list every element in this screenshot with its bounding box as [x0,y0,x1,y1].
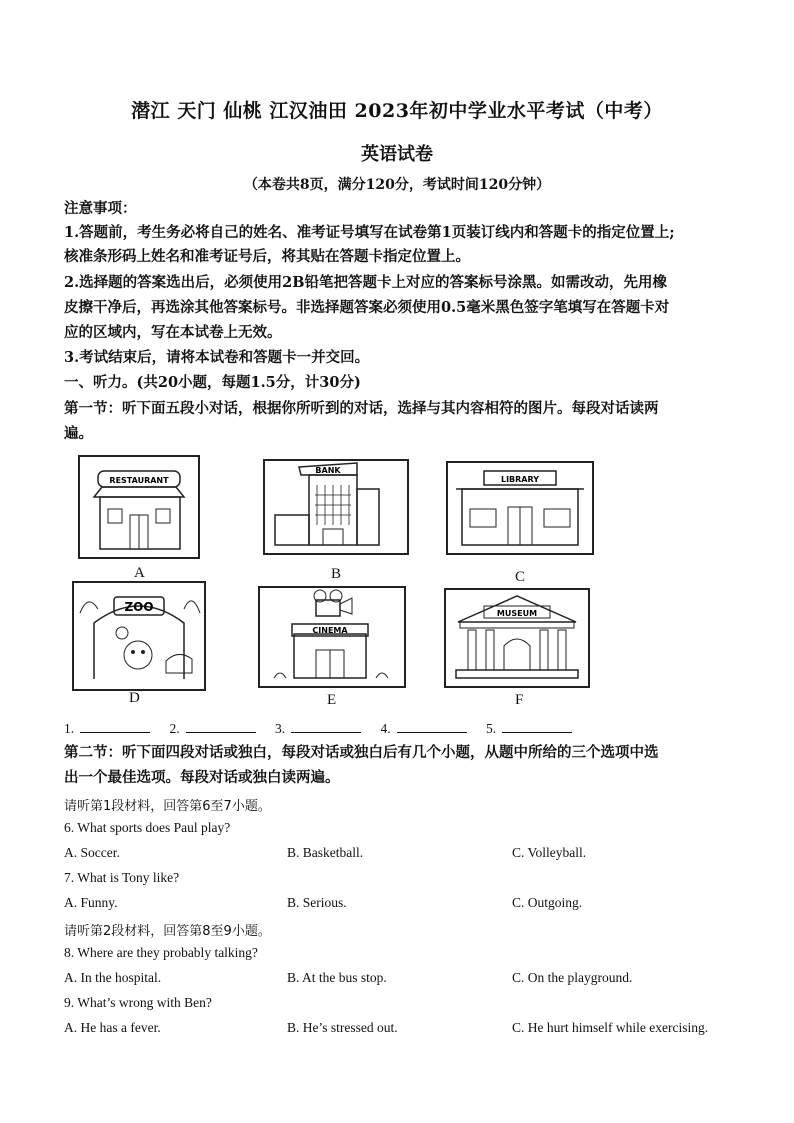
picture-c-library [446,461,594,555]
notice-item1-line2: 核准条形码上姓名和准考证号后，将其贴在答题卡指定位置上。 [64,248,470,265]
blank-4-number: 4. [380,721,391,736]
picture-a-sign: RESTAURANT [109,476,169,485]
question-8-option-a[interactable]: A. In the hospital. [64,970,162,985]
picture-d-sign: ZOO [124,600,154,614]
picture-a-restaurant [78,455,200,559]
picture-c-sign: LIBRARY [500,475,540,484]
question-6-option-c[interactable]: C. Volleyball. [512,845,587,860]
section1-heading: 一、听力。(共20小题，每题1.5分，计30分) [64,374,361,391]
picture-a-label: A [134,565,145,581]
picture-b-label: B [331,566,342,582]
answer-blanks [64,718,588,737]
picture-e-sign: CINEMA [312,626,348,635]
material-2-instruction: 请听第2段材料，回答第8至9小题。 [64,924,271,939]
question-8-option-c[interactable]: C. On the playground. [512,970,633,985]
question-9-option-c[interactable]: C. He hurt himself while exercising. [512,1020,709,1035]
part1-instruction-line2: 遍。 [64,425,93,442]
picture-b-sign: BANK [315,466,341,475]
question-9-option-a[interactable]: A. He has a fever. [64,1020,161,1035]
picture-f-sign: MUSEUM [496,609,538,618]
blank-1-number: 1. [64,721,75,736]
material-1-instruction: 请听第1段材料，回答第6至7小题。 [64,799,271,814]
picture-f-label: F [515,692,524,708]
question-9-option-b[interactable]: B. He’s stressed out. [287,1020,398,1035]
part1-instruction-line1: 第一节：听下面五段小对话，根据你所听到的对话，选择与其内容相符的图片。每段对话读两 [64,400,659,417]
blank-2[interactable] [186,718,256,733]
exam-subject: 英语试卷 [361,144,433,165]
notice-heading: 注意事项： [64,200,137,217]
blank-5-number: 5. [486,721,497,736]
notice-item2-line3: 应的区域内，写在本试卷上无效。 [64,324,282,341]
picture-d-zoo [72,581,206,691]
exam-title: 潜江 天门 仙桃 江汉油田 2023年初中学业水平考试（中考） [131,100,663,122]
blank-3-number: 3. [275,721,286,736]
question-8-option-b[interactable]: B. At the bus stop. [287,970,387,985]
picture-b-bank [263,459,409,555]
picture-f-museum [444,588,590,688]
question-6: 6. What sports does Paul play? [64,820,231,835]
blank-3[interactable] [291,718,361,733]
notice-item2-line1: 2.选择题的答案选出后，必须使用2B铅笔把答题卡上对应的答案标号涂黑。如需改动，先用橡 [64,274,667,291]
question-7-option-a[interactable]: A. Funny. [64,895,118,910]
part2-instruction-line1: 第二节：听下面四段对话或独白，每段对话或独白后有几个小题，从题中所给的三个选项中选 [64,744,659,761]
blank-5[interactable] [502,718,572,733]
picture-c-label: C [515,569,526,585]
question-6-option-b[interactable]: B. Basketball. [287,845,364,860]
question-7: 7. What is Tony like? [64,870,180,885]
blank-4[interactable] [397,718,467,733]
picture-d-label: D [129,690,140,706]
notice-item2-line2: 皮擦干净后，再选涂其他答案标号。非选择题答案必须使用0.5毫米黑色签字笔填写在答题卡对 [64,299,670,316]
picture-e-label: E [327,692,337,708]
notice-item1-line1: 1.答题前，考生务必将自己的姓名、准考证号填写在试卷第1页装订线内和答题卡的指定位置上; [64,224,675,241]
question-6-option-a[interactable]: A. Soccer. [64,845,120,860]
part2-instruction-line2: 出一个最佳选项。每段对话或独白读两遍。 [64,769,340,786]
notice-item3: 3.考试结束后，请将本试卷和答题卡一并交回。 [64,349,370,366]
exam-note: （本卷共8页，满分120分，考试时间120分钟） [243,177,551,193]
question-7-option-c[interactable]: C. Outgoing. [512,895,583,910]
blank-2-number: 2. [169,721,180,736]
question-8: 8. Where are they probably talking? [64,945,258,960]
blank-1[interactable] [80,718,150,733]
picture-e-cinema [258,586,406,688]
question-7-option-b[interactable]: B. Serious. [287,895,347,910]
question-9: 9. What’s wrong with Ben? [64,995,212,1010]
